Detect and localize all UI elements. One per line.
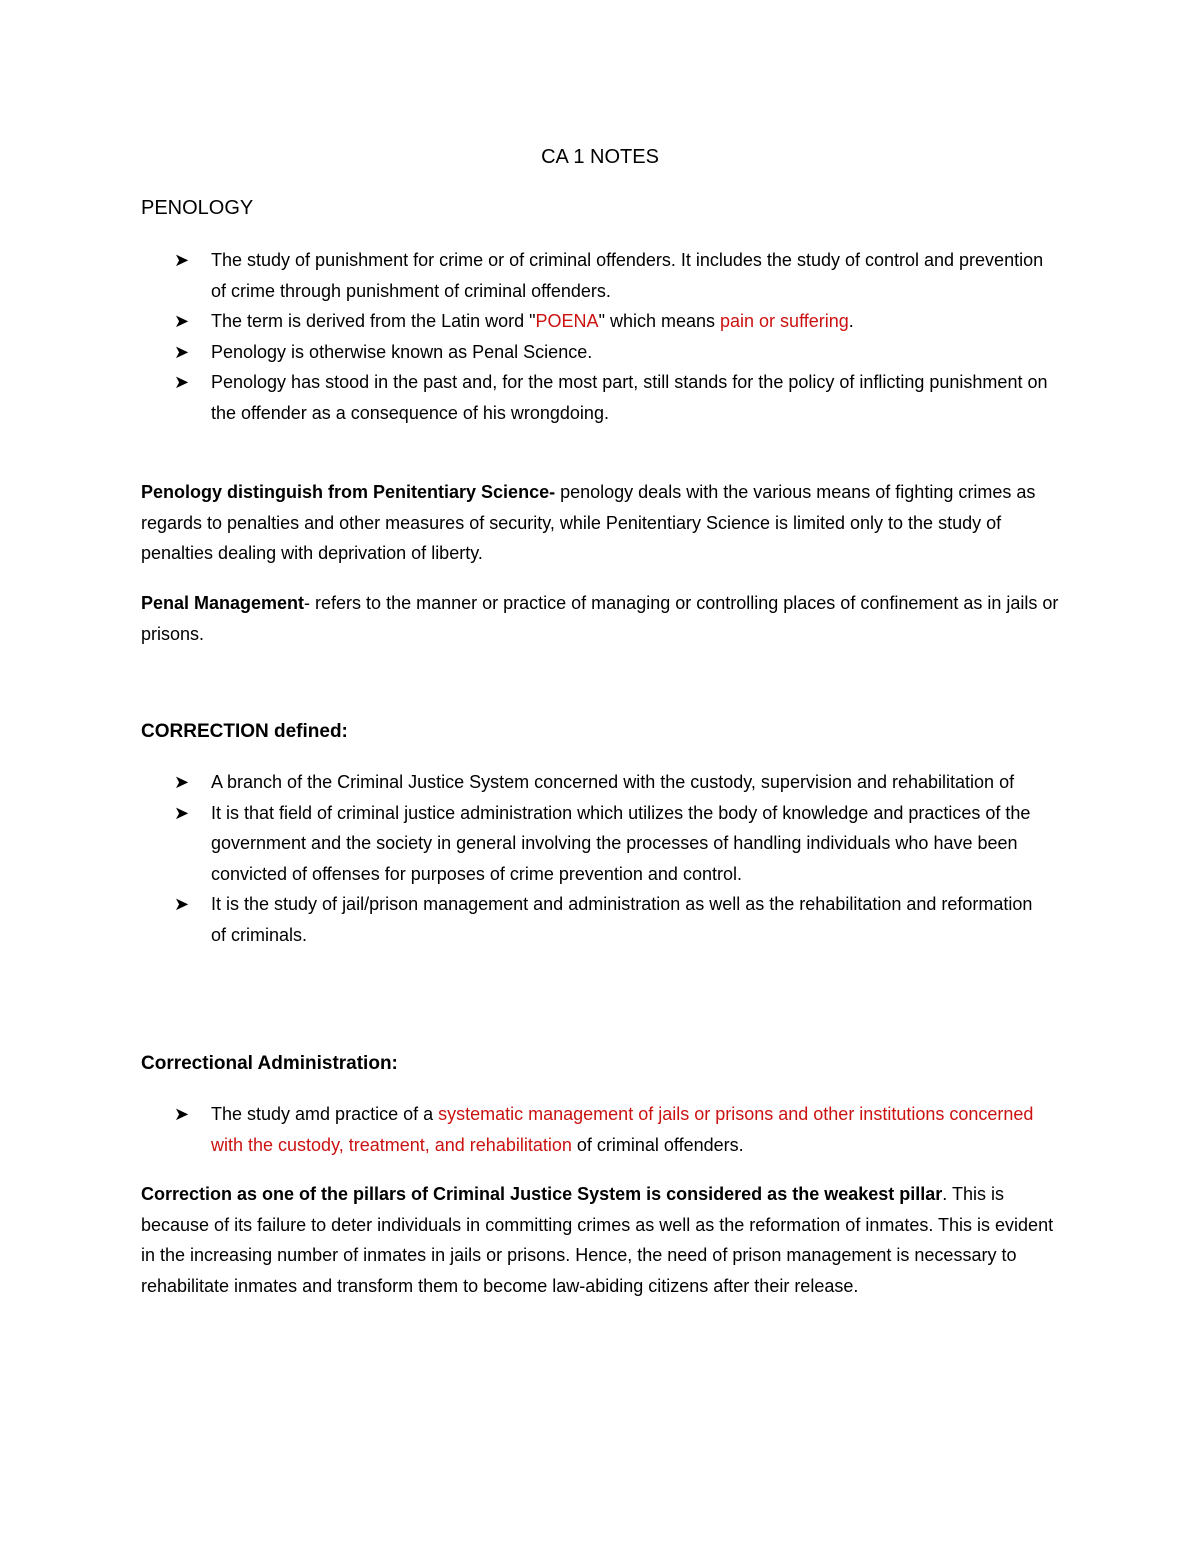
penal-management-paragraph: Penal Management- refers to the manner or practice of managing or controlling places of confinement as in jails or prisons.: [141, 593, 1059, 644]
correction-heading: CORRECTION defined:: [141, 721, 348, 742]
highlighted-definition: systematic management of jails or prisons and other institutions concerned with the custody, treatment, and rehabilitation: [211, 1104, 1034, 1155]
distinguish-paragraph: Penology distinguish from Penitentiary Science- penology deals with the various means of fighting crimes as regards to penalties and other measures of security, while Penitentiary Science is limited only to the study of penalties dealing with deprivation of liberty.: [141, 482, 1036, 563]
penology-bullet-list: [0, 245, 1200, 428]
pillars-paragraph: Correction as one of the pillars of Criminal Justice System is considered as the weakest pillar. This is because of its failure to deter individuals in committing crimes as well as the reformation of inmates. This is evident in the increasing number of inmates in jails or prisons. Hence, the need of prison management is necessary to rehabilitate inmates and transform them to become law-abiding citizens after their release.: [141, 1184, 1054, 1296]
pillars-lead: Correction as one of the pillars of Criminal Justice System is considered as the weakest pillar: [141, 1184, 943, 1204]
correctional-administration-bullet-list: [0, 1099, 1200, 1160]
correctional-administration-heading: Correctional Administration:: [141, 1053, 398, 1074]
penology-heading: PENOLOGY: [141, 197, 254, 219]
arrow-bullet-icon: ➤: [174, 772, 190, 793]
arrow-bullet-icon: ➤: [174, 1104, 190, 1125]
arrow-bullet-icon: ➤: [174, 341, 190, 363]
document-title: CA 1 NOTES: [541, 146, 659, 168]
penal-management-lead: Penal Management: [141, 593, 305, 613]
arrow-bullet-icon: ➤: [174, 372, 190, 393]
distinguish-lead: Penology distinguish from Penitentiary Science-: [141, 482, 556, 502]
arrow-bullet-icon: ➤: [174, 250, 190, 271]
list-item: ➤ It is the study of jail/prison management and administration as well as the rehabilitation and reformation of criminals.: [0, 889, 1051, 950]
latin-term: POENA: [535, 311, 599, 331]
list-item: ➤ The study amd practice of a systematic management of jails or prisons and other institutions concerned with the custody, treatment, and rehabilitation of criminal offenders.: [0, 1099, 1051, 1160]
term-meaning: pain or suffering: [720, 311, 849, 331]
arrow-bullet-icon: ➤: [174, 802, 190, 824]
list-item: ➤ The term is derived from the Latin word "POENA" which means pain or suffering.: [0, 306, 1051, 337]
list-item: ➤ It is that field of criminal justice administration which utilizes the body of knowledge and practices of the government and the society in general involving the processes of handling individuals who have been convicted of offenses for purposes of crime prevention and control.: [0, 798, 1051, 890]
list-item: ➤ Penology is otherwise known as Penal Science.: [0, 337, 1051, 368]
arrow-bullet-icon: ➤: [174, 894, 190, 915]
list-item: ➤ Penology has stood in the past and, for the most part, still stands for the policy of inflicting punishment on the offender as a consequence of his wrongdoing.: [0, 367, 1051, 428]
arrow-bullet-icon: ➤: [174, 311, 190, 332]
list-item: ➤ A branch of the Criminal Justice System concerned with the custody, supervision and rehabilitation of: [0, 767, 1051, 798]
list-item: ➤ The study of punishment for crime or of criminal offenders. It includes the study of control and prevention of crime through punishment of criminal offenders.: [0, 245, 1051, 306]
correction-bullet-list: [0, 767, 1200, 950]
